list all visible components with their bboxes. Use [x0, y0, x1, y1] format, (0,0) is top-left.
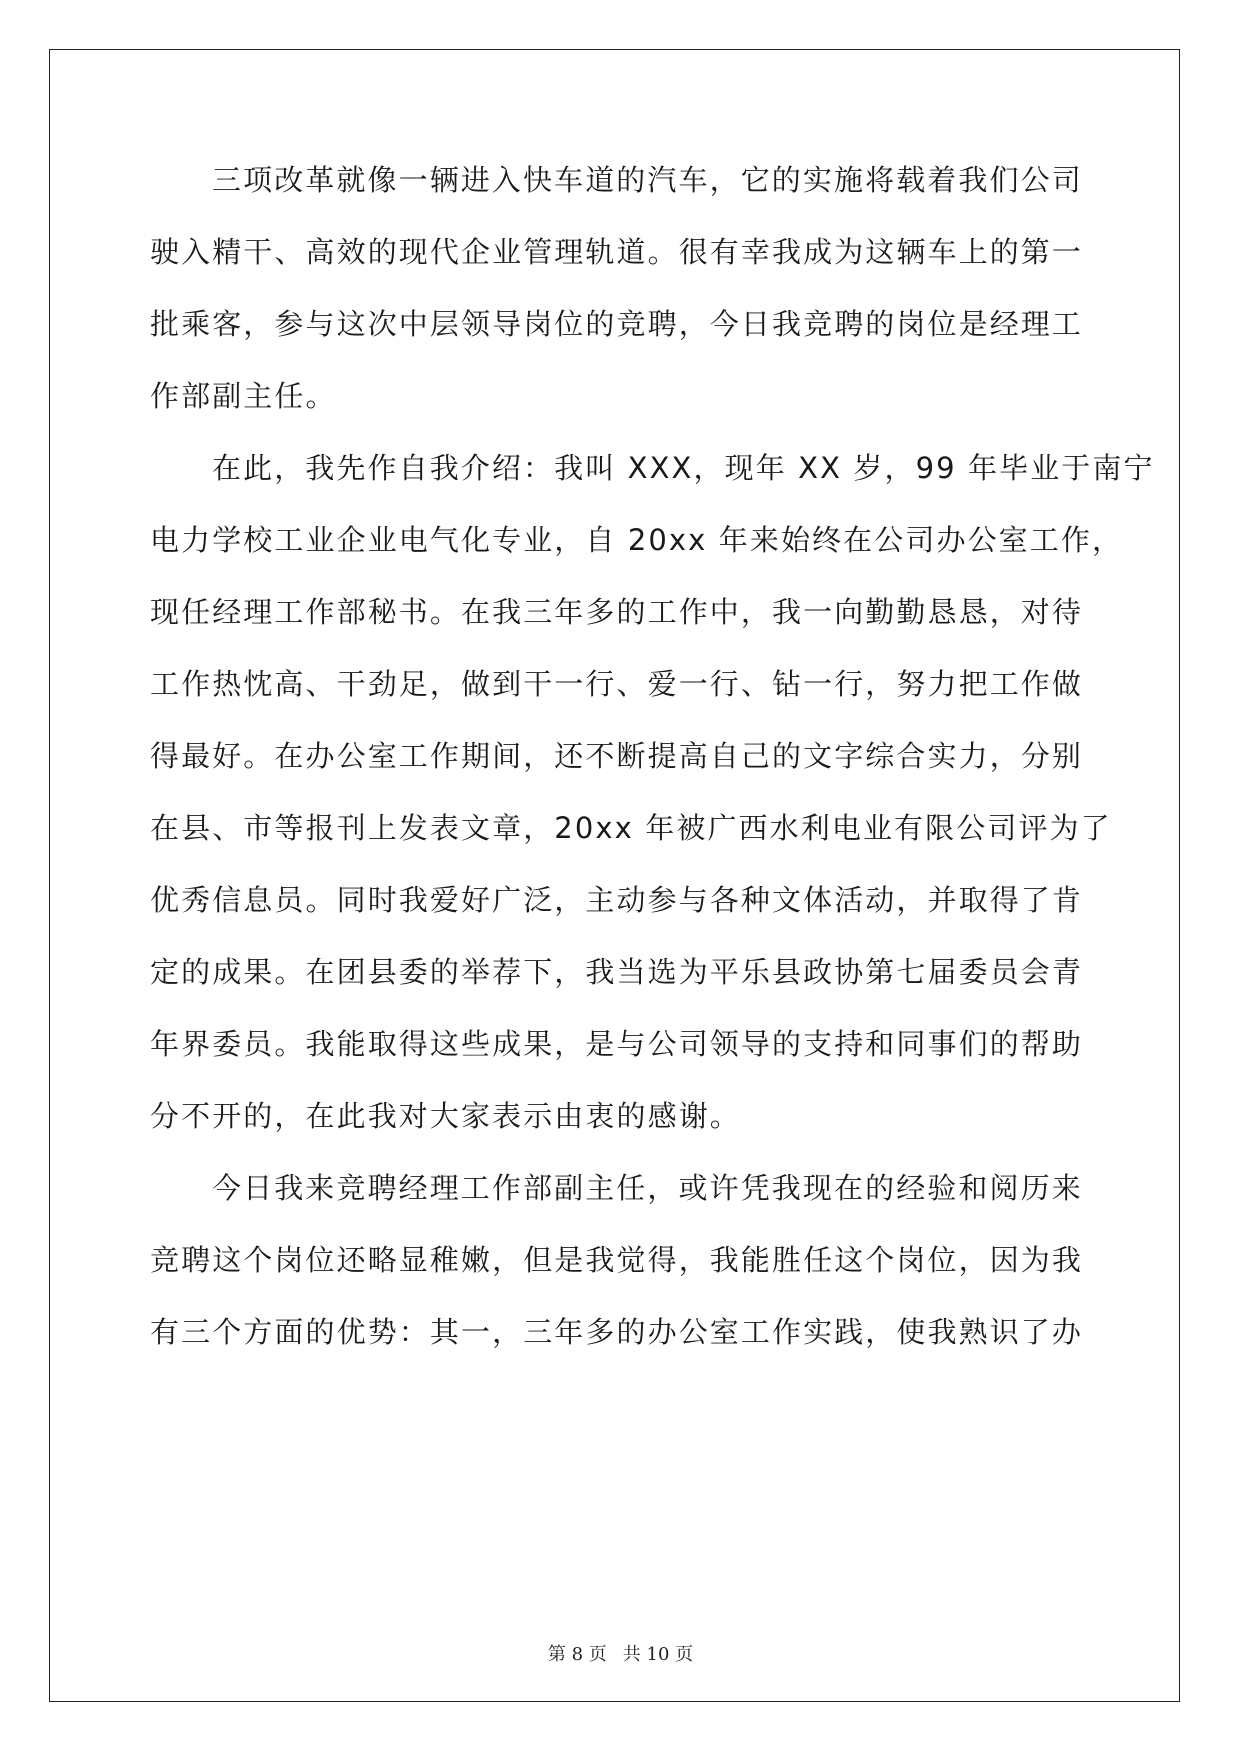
paragraph-2-line-5: 得最好。在办公室工作期间，还不断提高自己的文字综合实力，分别	[150, 739, 1084, 773]
paragraph-3-line-1: 今日我来竞聘经理工作部副主任，或许凭我现在的经验和阅历来	[212, 1171, 1083, 1205]
paragraph-2-line-3: 现任经理工作部秘书。在我三年多的工作中，我一向勤勤恳恳，对待	[150, 595, 1084, 629]
page-frame	[49, 49, 1180, 1702]
page-footer	[0, 1643, 1241, 1667]
paragraph-3-line-3: 有三个方面的优势：其一，三年多的办公室工作实践，使我熟识了办	[150, 1315, 1084, 1349]
paragraph-1-line-1: 三项改革就像一辆进入快车道的汽车，它的实施将载着我们公司	[212, 163, 1083, 197]
paragraph-1-line-2: 驶入精干、高效的现代企业管理轨道。很有幸我成为这辆车上的第一	[150, 235, 1084, 269]
paragraph-2-line-1: 在此，我先作自我介绍：我叫 XXX，现年 XX 岁，99 年毕业于南宁	[212, 451, 1155, 485]
paragraph-2-line-2: 电力学校工业企业电气化专业，自 20xx 年来始终在公司办公室工作，	[150, 523, 1124, 557]
paragraph-1-line-4: 作部副主任。	[150, 379, 337, 413]
paragraph-1-line-3: 批乘客，参与这次中层领导岗位的竞聘，今日我竞聘的岗位是经理工	[150, 307, 1084, 341]
paragraph-2-line-7: 优秀信息员。同时我爱好广泛，主动参与各种文体活动，并取得了肯	[150, 883, 1084, 917]
paragraph-2-line-9: 年界委员。我能取得这些成果，是与公司领导的支持和同事们的帮助	[150, 1027, 1084, 1061]
page-number-total: 共 10 页	[622, 1644, 694, 1665]
paragraph-2-line-10: 分不开的，在此我对大家表示由衷的感谢。	[150, 1099, 741, 1133]
page-number-current: 第 8 页	[547, 1644, 607, 1665]
paragraph-2-line-8: 定的成果。在团县委的举荐下，我当选为平乐县政协第七届委员会青	[150, 955, 1084, 989]
paragraph-3-line-2: 竞聘这个岗位还略显稚嫩，但是我觉得，我能胜任这个岗位，因为我	[150, 1243, 1084, 1277]
paragraph-2-line-6: 在县、市等报刊上发表文章，20xx 年被广西水利电业有限公司评为了	[150, 811, 1112, 845]
paragraph-2-line-4: 工作热忱高、干劲足，做到干一行、爱一行、钻一行，努力把工作做	[150, 667, 1084, 701]
